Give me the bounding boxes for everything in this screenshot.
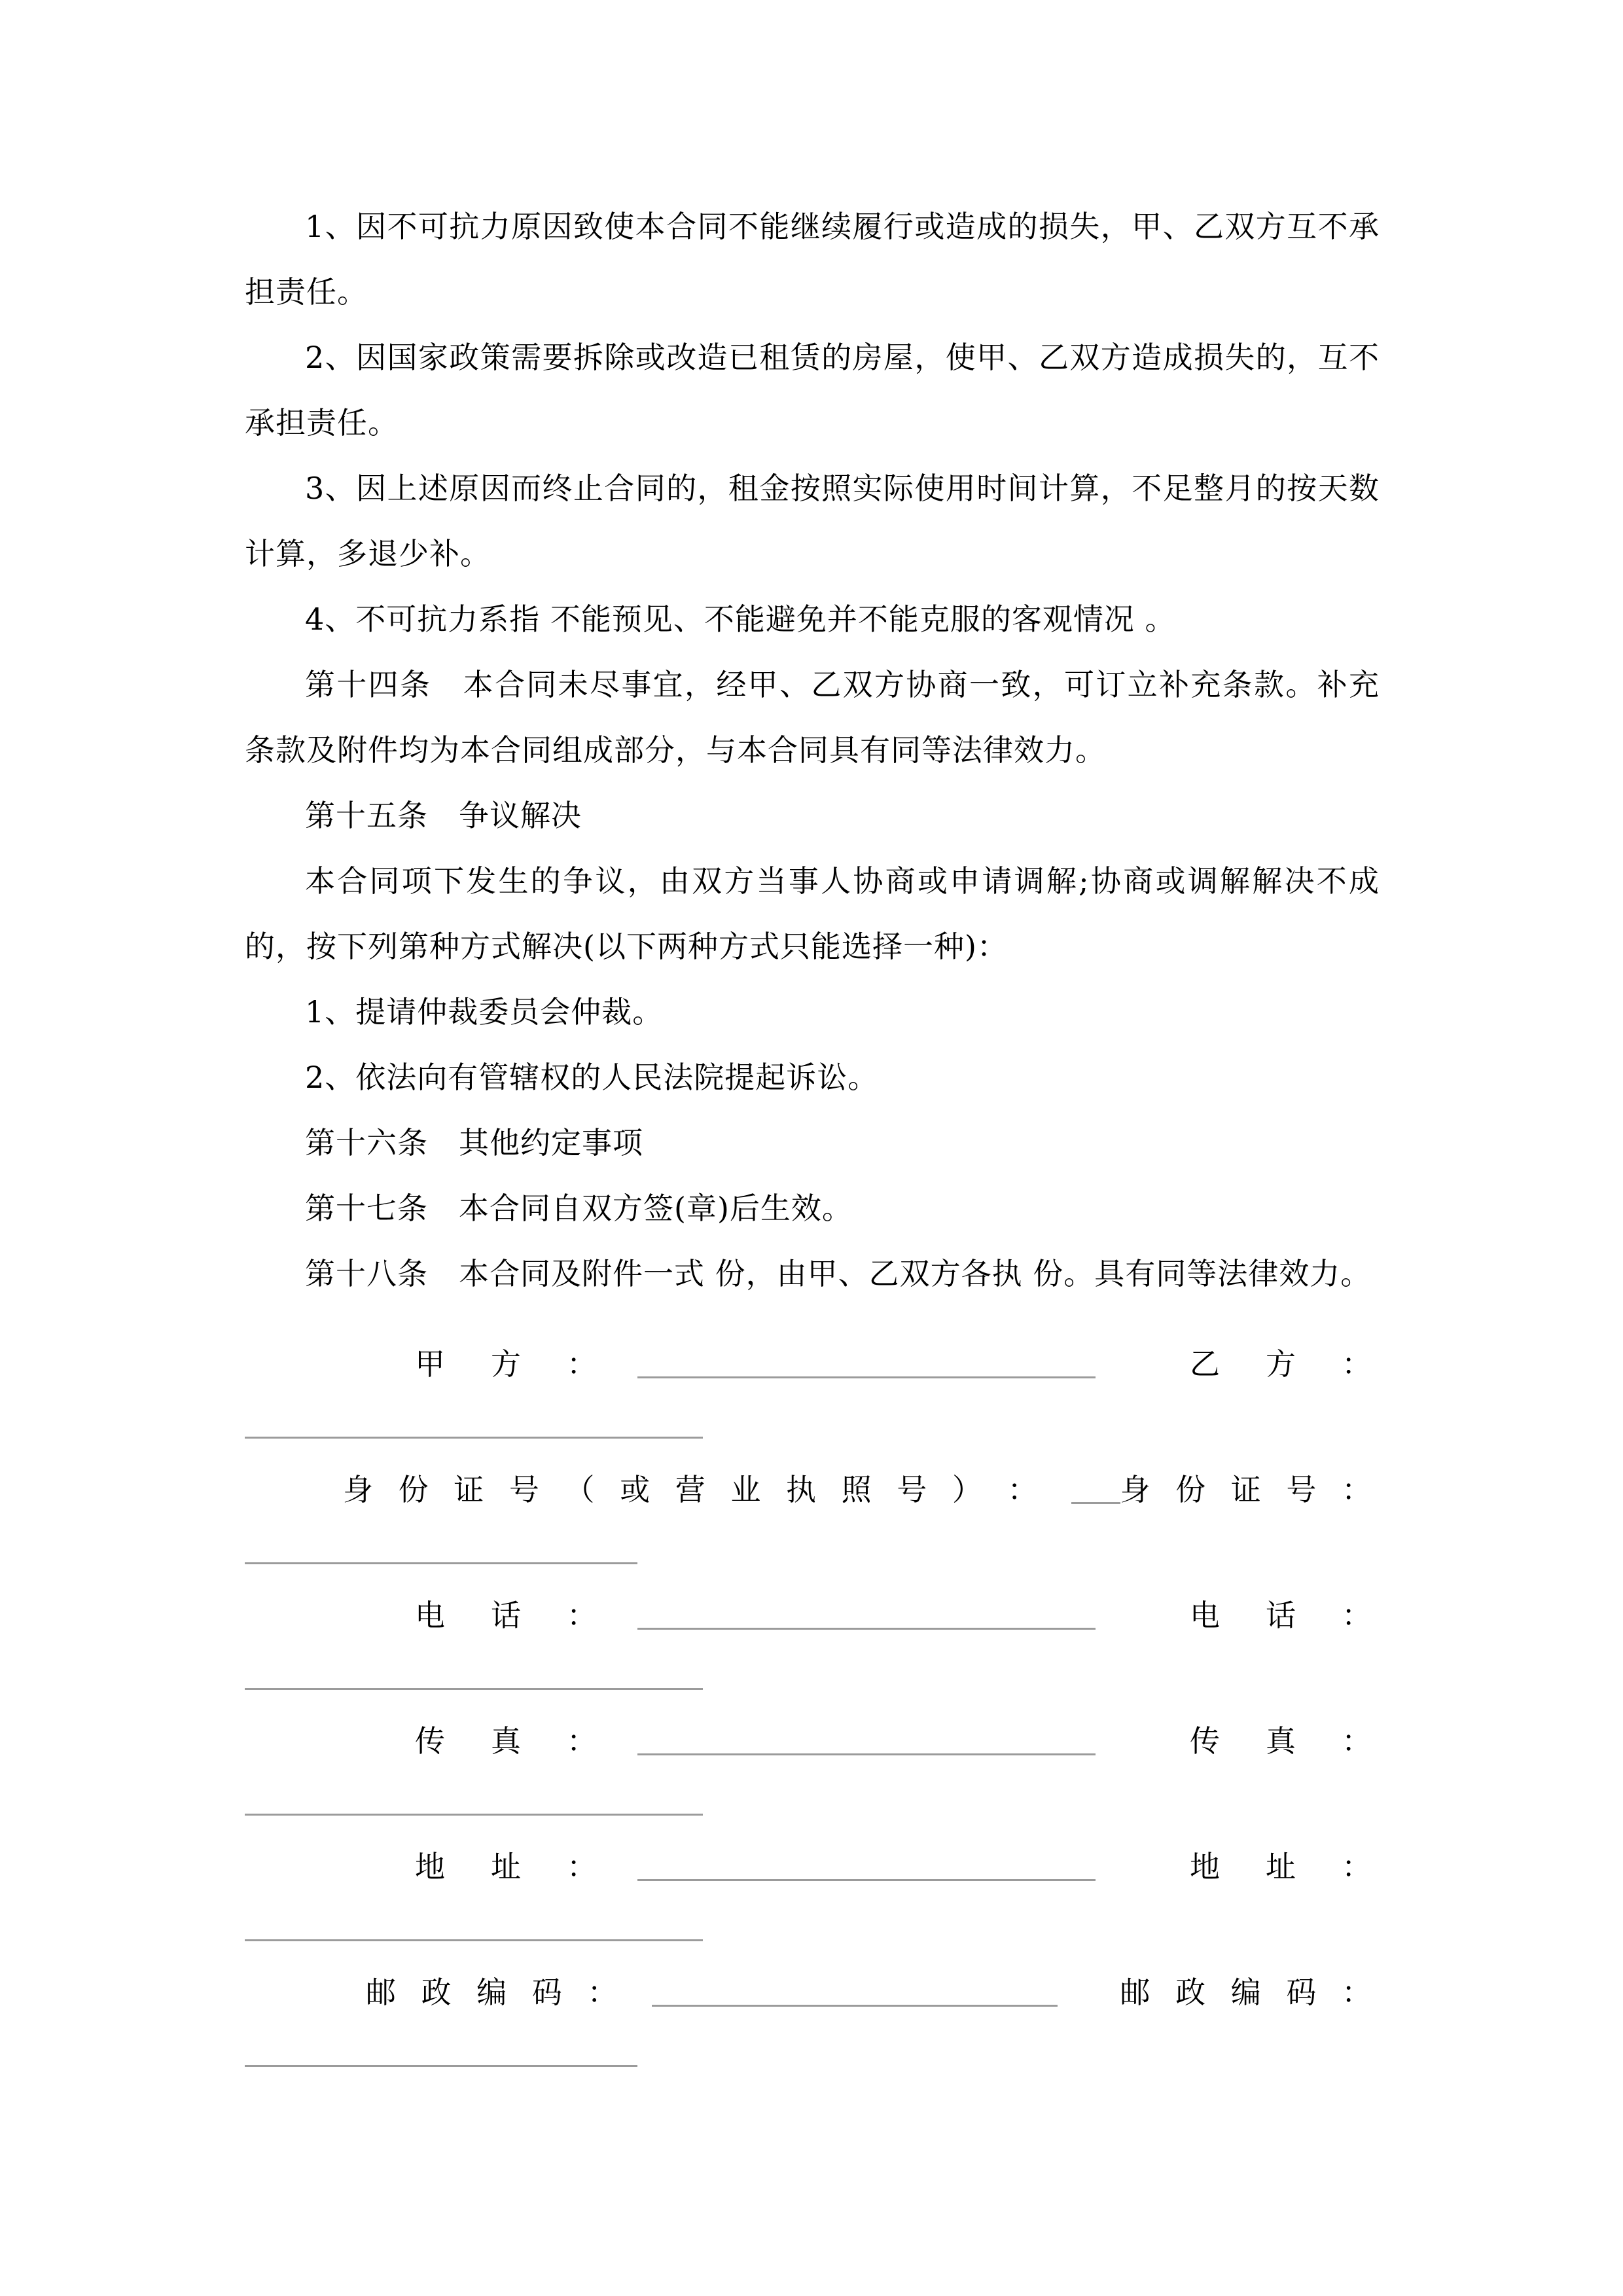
contract-paragraph: 4、不可抗力系指 不能预见、不能避免并不能克服的客观情况 。 xyxy=(305,601,1176,637)
party-b-phone-blank-line xyxy=(245,1688,703,1690)
signature-row-id xyxy=(245,1458,1380,1521)
contract-paragraph: 1、因不可抗力原因致使本合同不能继续履行或造成的损失，甲、乙双方互不承担责任。 xyxy=(245,209,1380,310)
party-a-fax-label: 传 真 ： xyxy=(415,1723,605,1759)
signature-section xyxy=(245,1333,1380,2087)
party-b-id-label: 身 份 证 号 ： xyxy=(1120,1472,1380,1507)
party-b-postcode-blank-line xyxy=(245,2065,637,2067)
signature-row-address xyxy=(245,1835,1380,1898)
contract-paragraph: 本合同项下发生的争议，由双方当事人协商或申请调解;协商或调解解决不成的，按下列第种方式解决(以下两种方式只能选择一种)： xyxy=(245,863,1380,964)
contract-paragraph: 3、因上述原因而终止合同的，租金按照实际使用时间计算，不足整月的按天数计算，多退少补。 xyxy=(245,471,1380,571)
signature-continuation xyxy=(245,1898,1380,1961)
contract-paragraph: 2、依法向有管辖权的人民法院提起诉讼。 xyxy=(305,1060,879,1095)
party-a-postcode-label: 邮 政 编 码 ： xyxy=(366,1975,626,2010)
signature-row-name xyxy=(245,1333,1380,1395)
party-b-id-blank-line xyxy=(245,1562,637,1564)
signature-row-postcode xyxy=(245,1961,1380,2024)
party-a-address-blank-line xyxy=(637,1879,1096,1881)
party-b-address-label: 地 址 ： xyxy=(1190,1849,1380,1884)
party-b-fax-label: 传 真 ： xyxy=(1190,1723,1380,1759)
contract-clause-18: 第十八条 本合同及附件一式 份，由甲、乙双方各执 份。具有同等法律效力。 xyxy=(305,1256,1372,1291)
party-a-id-blank-line xyxy=(1071,1502,1120,1504)
party-b-postcode-label: 邮 政 编 码 ： xyxy=(1120,1975,1380,2010)
party-b-label: 乙 方 ： xyxy=(1190,1346,1380,1382)
party-a-id-label: 身 份 证 号 （ 或 营 业 执 照 号 ） ： xyxy=(343,1472,1046,1507)
party-b-address-blank-line xyxy=(245,1939,703,1941)
contract-paragraph: 1、提请仲裁委员会仲裁。 xyxy=(305,994,664,1030)
signature-continuation xyxy=(245,1521,1380,1584)
party-a-fax-blank-line xyxy=(637,1753,1096,1755)
signature-continuation xyxy=(245,1395,1380,1458)
party-a-phone-blank-line xyxy=(637,1628,1096,1630)
contract-body xyxy=(245,194,1380,2087)
party-a-name-blank-line xyxy=(637,1376,1096,1378)
party-a-address-label: 地 址 ： xyxy=(415,1849,605,1884)
contract-clause-15: 第十五条 争议解决 xyxy=(305,798,582,833)
contract-clause-16: 第十六条 其他约定事项 xyxy=(305,1125,643,1160)
signature-continuation xyxy=(245,2024,1380,2087)
contract-clause-17: 第十七条 本合同自双方签(章)后生效。 xyxy=(305,1191,853,1226)
party-a-postcode-blank-line xyxy=(652,2005,1058,2007)
party-a-label: 甲 方 ： xyxy=(415,1346,605,1382)
contract-paragraph: 2、因国家政策需要拆除或改造已租赁的房屋，使甲、乙双方造成损失的，互不承担责任。 xyxy=(245,340,1380,440)
party-b-fax-blank-line xyxy=(245,1814,703,1816)
signature-row-phone xyxy=(245,1584,1380,1647)
party-a-phone-label: 电 话 ： xyxy=(415,1598,605,1633)
signature-row-fax xyxy=(245,1710,1380,1772)
signature-continuation xyxy=(245,1647,1380,1710)
party-b-phone-label: 电 话 ： xyxy=(1190,1598,1380,1633)
signature-continuation xyxy=(245,1772,1380,1835)
contract-clause-14: 第十四条 本合同未尽事宜，经甲、乙双方协商一致，可订立补充条款。补充条款及附件均为本合同组成部分，与本合同具有同等法律效力。 xyxy=(245,667,1380,768)
party-b-name-blank-line xyxy=(245,1437,703,1439)
